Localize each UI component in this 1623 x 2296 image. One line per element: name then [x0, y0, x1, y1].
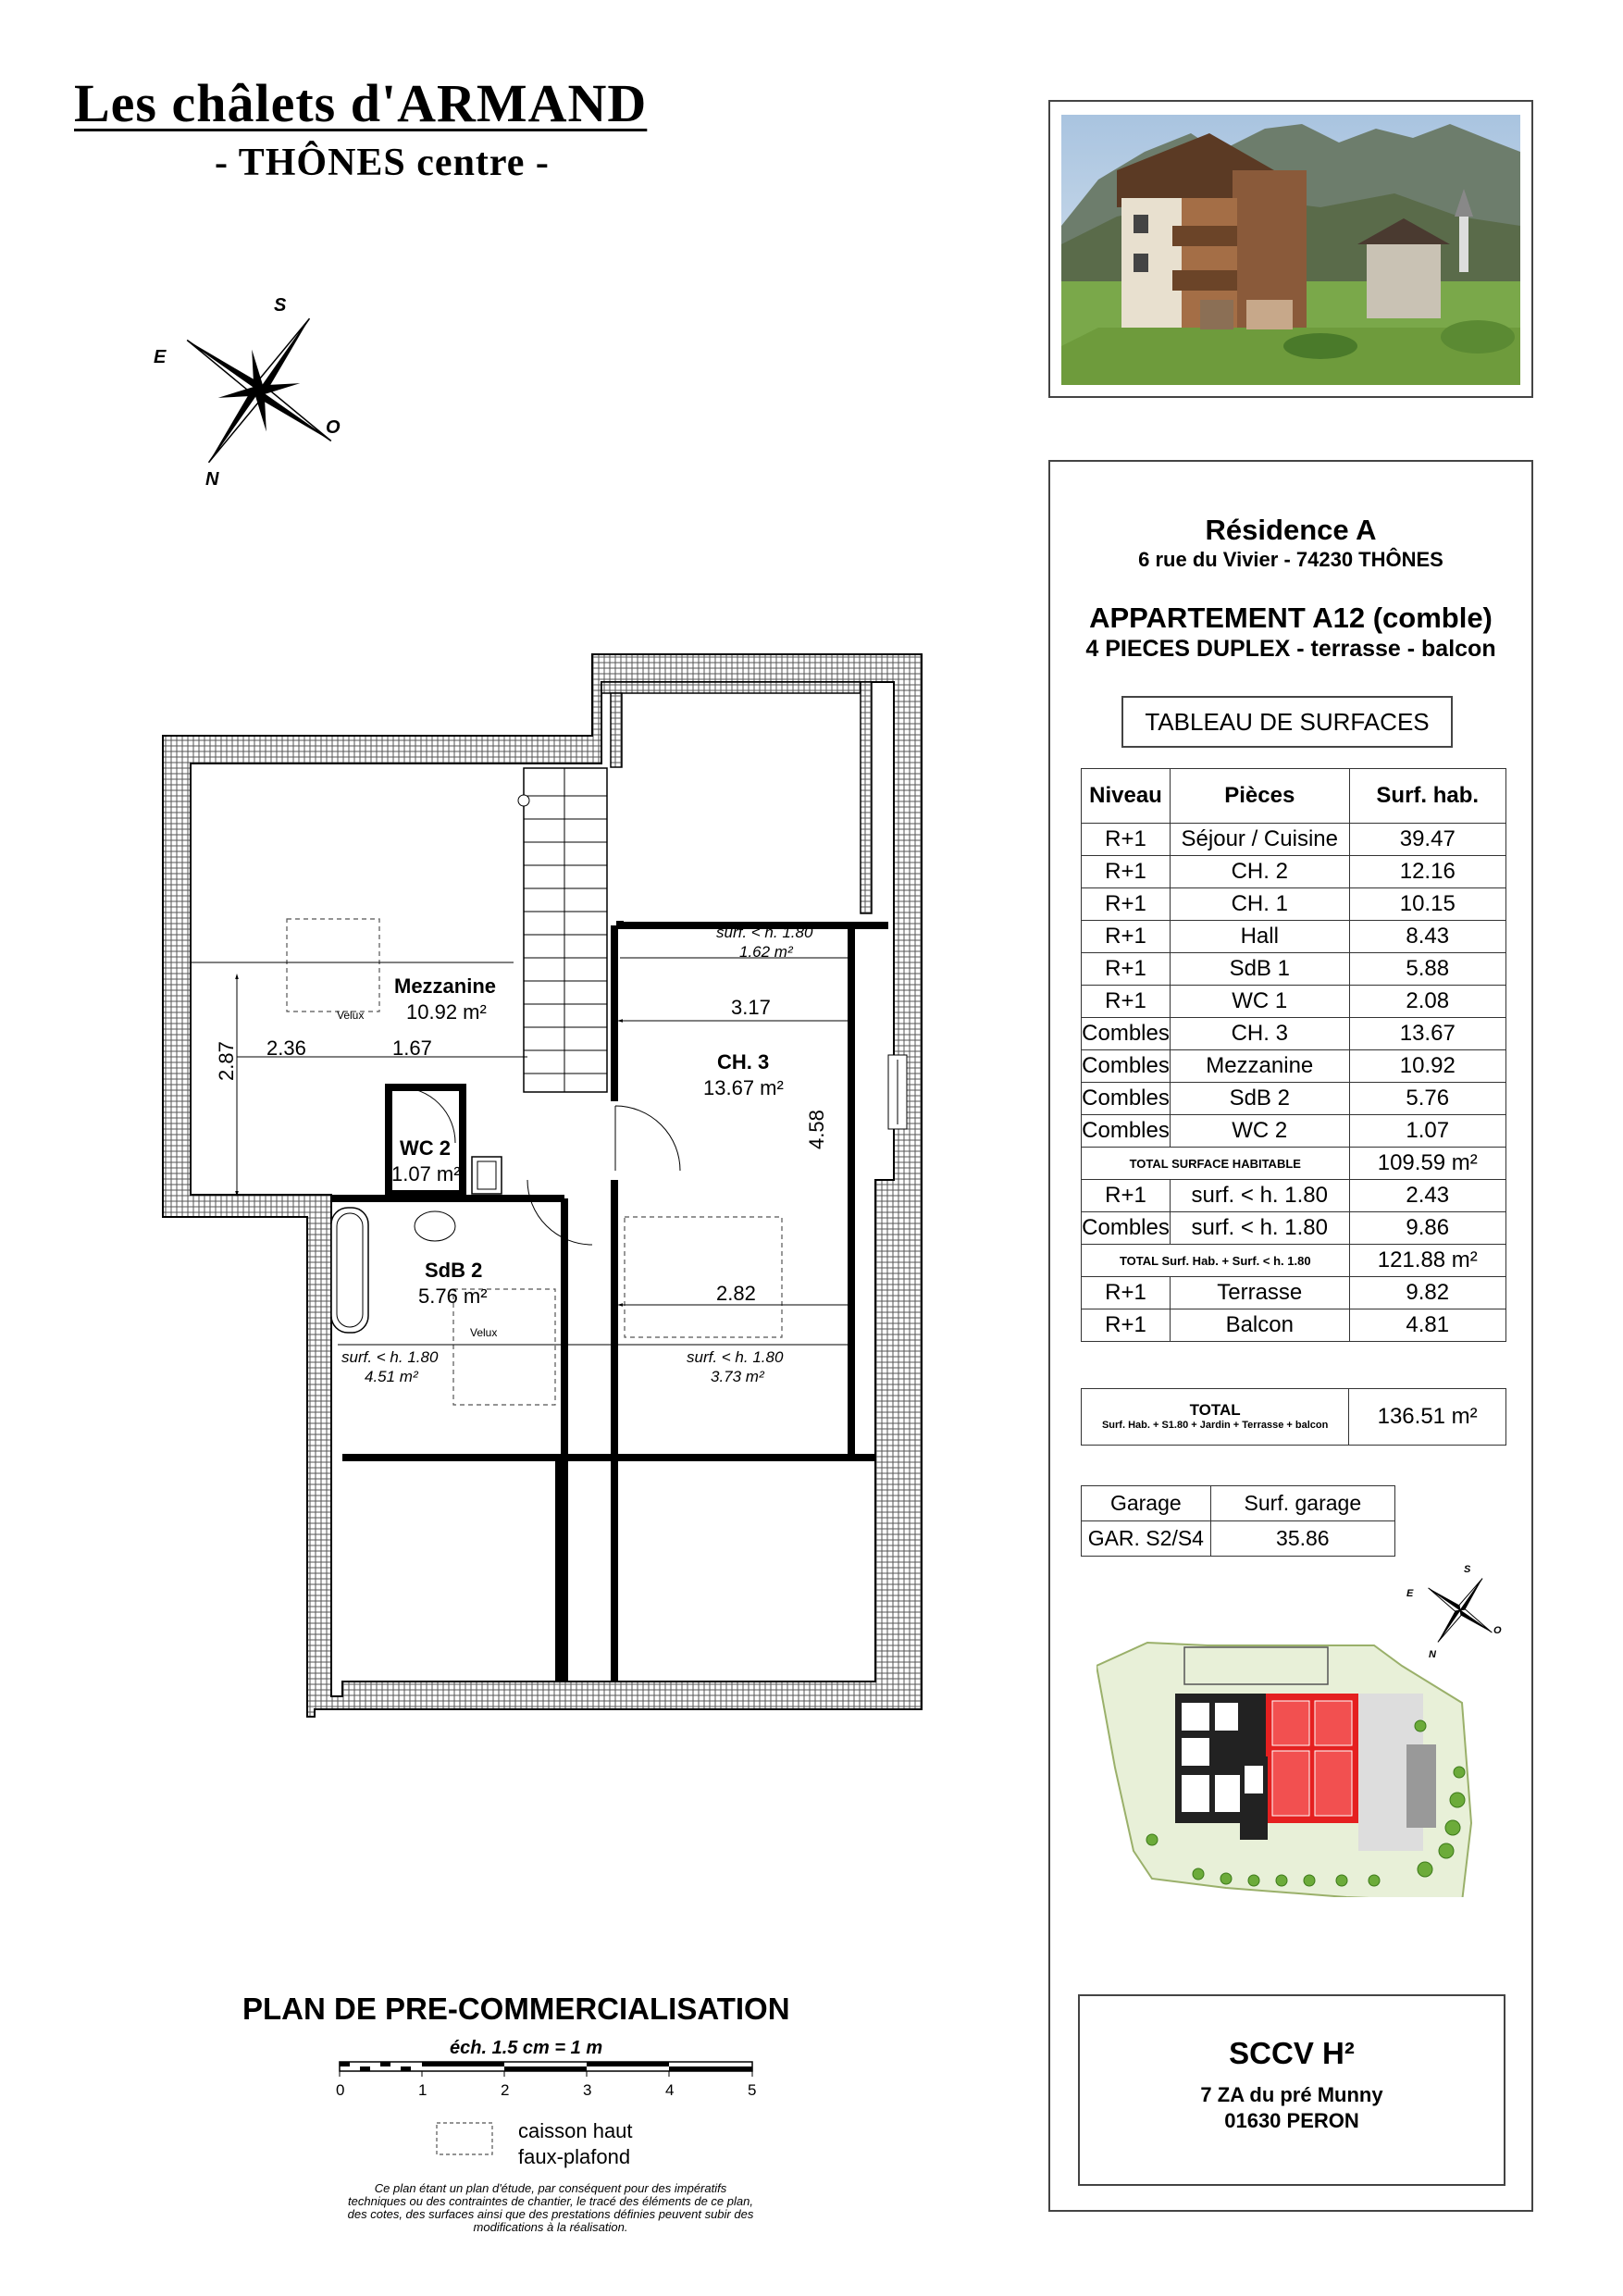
compass-rose-icon: [139, 287, 361, 500]
cell-surface: 2.43: [1349, 1180, 1505, 1212]
scale-bar: [328, 2060, 773, 2110]
page-subtitle: - THÔNES centre -: [215, 142, 550, 184]
disclaimer: Ce plan étant un plan d'étude, par conséquent pour des impératifs techniques ou des contraintes de chantier, le tracé des éléments de ce plan, des cotes, des surfaces ainsi que des prestations définies peuvent subir des modifications à la réalisation.: [347, 2181, 754, 2234]
total-hab-row: [1082, 1148, 1506, 1180]
total-low-row: [1082, 1245, 1506, 1277]
total-hab-label: TOTAL SURFACE HABITABLE: [1082, 1148, 1350, 1180]
cell-surface: 4.81: [1349, 1309, 1505, 1342]
site-plan: [1096, 1638, 1485, 1897]
room-area-ch3: 13.67 m²: [703, 1076, 784, 1099]
cell-piece: CH. 1: [1170, 888, 1349, 921]
garage-header-row: [1082, 1486, 1395, 1521]
cell-niveau: R+1: [1082, 824, 1171, 856]
room-name-ch3: CH. 3: [717, 1050, 770, 1074]
garage-name: GAR. S2/S4: [1082, 1521, 1211, 1557]
room-area-mezzanine: 10.92 m²: [406, 1000, 487, 1024]
cell-niveau: R+1: [1082, 888, 1171, 921]
surface-table: [1081, 768, 1506, 1342]
total-hab-value: 109.59 m²: [1349, 1148, 1505, 1180]
apartment-type: 4 PIECES DUPLEX - terrasse - balcon: [1085, 636, 1496, 662]
cell-piece: SdB 1: [1170, 953, 1349, 986]
table-row: [1082, 856, 1506, 888]
dimension-167: 1.67: [392, 1036, 432, 1060]
table-row: [1082, 953, 1506, 986]
grand-total-label-cell: [1082, 1389, 1349, 1446]
cell-niveau: Combles: [1082, 1050, 1171, 1083]
floor-plan: [157, 643, 935, 1731]
total-low-value: 121.88 m²: [1349, 1245, 1505, 1277]
cell-surface: 5.76: [1349, 1083, 1505, 1115]
total-low-label: TOTAL Surf. Hab. + Surf. < h. 1.80: [1082, 1245, 1350, 1277]
scale-tick-4: 4: [665, 2081, 675, 2099]
grand-total-value: 136.51 m²: [1349, 1389, 1506, 1446]
cell-surface: 9.86: [1349, 1212, 1505, 1245]
cell-surface: 12.16: [1349, 856, 1505, 888]
garage-row: [1082, 1521, 1395, 1557]
compass-label-s: S: [274, 295, 287, 316]
cell-niveau: Combles: [1082, 1212, 1171, 1245]
developer-address-line2: 01630 PERON: [1224, 2109, 1359, 2132]
scale-label: éch. 1.5 cm = 1 m: [450, 2038, 603, 2058]
dimension-317: 3.17: [731, 996, 771, 1019]
grand-total-row: [1082, 1389, 1506, 1446]
cell-surface: 10.15: [1349, 888, 1505, 921]
note-low-ch3-top: surf. < h. 1.80: [716, 924, 813, 941]
cell-niveau: R+1: [1082, 856, 1171, 888]
legend-swatch: [435, 2121, 496, 2158]
note-low-ch3-top-area: 1.62 m²: [739, 943, 793, 961]
cell-piece: Mezzanine: [1170, 1050, 1349, 1083]
cell-piece: WC 2: [1170, 1115, 1349, 1148]
scale-tick-5: 5: [748, 2081, 757, 2099]
scale-tick-2: 2: [501, 2081, 510, 2099]
apartment-title: APPARTEMENT A12 (comble): [1089, 602, 1493, 634]
cell-piece: Hall: [1170, 921, 1349, 953]
col-header-niveau: Niveau: [1082, 769, 1171, 824]
velux-label-mezz: Velux: [337, 1009, 365, 1022]
cell-surface: 10.92: [1349, 1050, 1505, 1083]
table-row: [1082, 1212, 1506, 1245]
cell-surface: 13.67: [1349, 1018, 1505, 1050]
residence-address: 6 rue du Vivier - 74230 THÔNES: [1138, 548, 1443, 571]
table-row: [1082, 1050, 1506, 1083]
room-name-wc2: WC 2: [400, 1136, 451, 1160]
cell-piece: WC 1: [1170, 986, 1349, 1018]
cell-piece: Terrasse: [1170, 1277, 1349, 1309]
note-low-ch3-bot-area: 3.73 m²: [711, 1368, 764, 1385]
col-header-surface: Surf. hab.: [1349, 769, 1505, 824]
cell-niveau: R+1: [1082, 921, 1171, 953]
note-low-sdb-area: 4.51 m²: [365, 1368, 418, 1385]
dimension-458: 4.58: [805, 1110, 828, 1149]
table-row: [1082, 888, 1506, 921]
dimension-282: 2.82: [716, 1282, 756, 1305]
compass-label-o: O: [326, 417, 341, 438]
table-row: [1082, 1018, 1506, 1050]
cell-niveau: Combles: [1082, 1115, 1171, 1148]
room-name-sdb2: SdB 2: [425, 1259, 483, 1282]
velux-label-sdb: Velux: [470, 1326, 498, 1339]
plan-title: PLAN DE PRE-COMMERCIALISATION: [242, 1992, 790, 2026]
cell-niveau: Combles: [1082, 1018, 1171, 1050]
compass-label-e: E: [154, 347, 167, 367]
room-area-sdb2: 5.76 m²: [418, 1285, 488, 1308]
table-header-row: [1082, 769, 1506, 824]
cell-piece: surf. < h. 1.80: [1170, 1212, 1349, 1245]
small-compass-n: N: [1429, 1649, 1436, 1660]
table-row: [1082, 986, 1506, 1018]
cell-surface: 9.82: [1349, 1277, 1505, 1309]
table-row: [1082, 1309, 1506, 1342]
table-row: [1082, 1083, 1506, 1115]
col-header-pieces: Pièces: [1170, 769, 1349, 824]
dimension-287: 2.87: [215, 1041, 238, 1081]
table-row: [1082, 921, 1506, 953]
note-low-ch3-bot: surf. < h. 1.80: [687, 1348, 784, 1366]
scale-tick-1: 1: [418, 2081, 427, 2099]
table-row: [1082, 1115, 1506, 1148]
cell-surface: 1.07: [1349, 1115, 1505, 1148]
cell-surface: 39.47: [1349, 824, 1505, 856]
cell-niveau: R+1: [1082, 1309, 1171, 1342]
table-row: [1082, 1277, 1506, 1309]
cell-piece: surf. < h. 1.80: [1170, 1180, 1349, 1212]
developer-address: [1078, 2082, 1505, 2134]
cell-surface: 2.08: [1349, 986, 1505, 1018]
room-name-mezzanine: Mezzanine: [394, 974, 497, 998]
garage-surface: 35.86: [1210, 1521, 1394, 1557]
grand-total-table: [1081, 1388, 1506, 1446]
cell-piece: Séjour / Cuisine: [1170, 824, 1349, 856]
residence-name: Résidence A: [1205, 514, 1377, 546]
compass-label-n: N: [205, 469, 219, 490]
cell-piece: Balcon: [1170, 1309, 1349, 1342]
cell-niveau: Combles: [1082, 1083, 1171, 1115]
small-compass-o: O: [1493, 1625, 1502, 1636]
legend-label-1: caisson haut: [518, 2119, 633, 2142]
room-area-wc2: 1.07 m²: [391, 1162, 461, 1185]
note-low-sdb: surf. < h. 1.80: [341, 1348, 439, 1366]
cell-surface: 8.43: [1349, 921, 1505, 953]
dimension-236: 2.36: [266, 1036, 306, 1060]
cell-piece: CH. 3: [1170, 1018, 1349, 1050]
small-compass-s: S: [1464, 1564, 1471, 1575]
page-title: Les châlets d'ARMAND: [74, 73, 648, 133]
developer-name: SCCV H²: [1229, 2036, 1355, 2070]
cell-niveau: R+1: [1082, 1277, 1171, 1309]
small-compass-e: E: [1406, 1588, 1414, 1599]
cell-niveau: R+1: [1082, 986, 1171, 1018]
table-row: [1082, 824, 1506, 856]
building-photo: [1061, 115, 1520, 385]
table-row: [1082, 1180, 1506, 1212]
grand-total-sub: Surf. Hab. + S1.80 + Jardin + Terrasse + balcon: [1101, 1420, 1329, 1431]
scale-tick-0: 0: [336, 2081, 345, 2099]
surface-table-title: TABLEAU DE SURFACES: [1121, 696, 1453, 748]
cell-niveau: R+1: [1082, 953, 1171, 986]
garage-table: [1081, 1485, 1395, 1557]
cell-piece: SdB 2: [1170, 1083, 1349, 1115]
scale-tick-3: 3: [583, 2081, 592, 2099]
cell-surface: 5.88: [1349, 953, 1505, 986]
cell-piece: CH. 2: [1170, 856, 1349, 888]
legend-label-2: faux-plafond: [518, 2145, 631, 2168]
developer-address-line1: 7 ZA du pré Munny: [1200, 2083, 1383, 2106]
cell-niveau: R+1: [1082, 1180, 1171, 1212]
garage-header: Garage: [1082, 1486, 1211, 1521]
garage-surface-header: Surf. garage: [1210, 1486, 1394, 1521]
grand-total-label: TOTAL: [1189, 1401, 1241, 1419]
